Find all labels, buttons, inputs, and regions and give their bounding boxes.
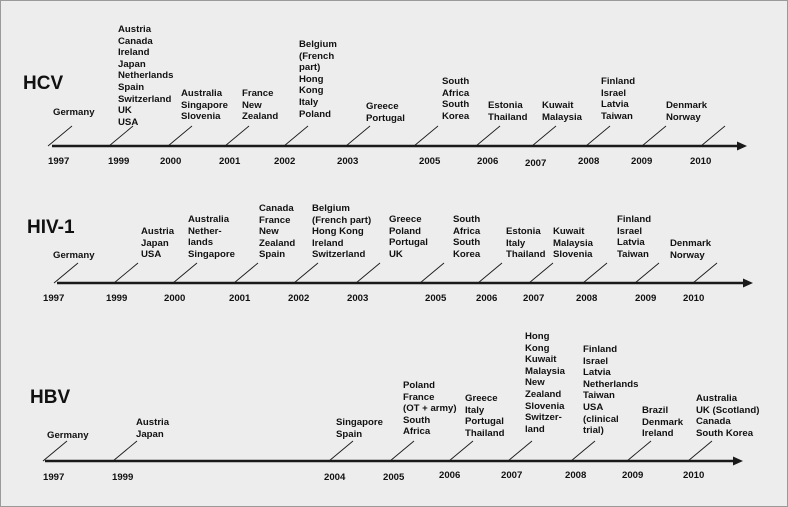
tick-mark — [168, 126, 192, 146]
tick-mark — [529, 263, 553, 283]
year-label: 2001 — [219, 156, 241, 167]
tick-mark — [627, 441, 651, 461]
tick-mark — [701, 126, 725, 146]
tick-mark — [635, 263, 659, 283]
event-countries: Brazil Denmark Ireland — [642, 405, 684, 440]
year-label: 2004 — [324, 472, 346, 483]
event-countries: Singapore Spain — [336, 417, 383, 440]
tick-mark — [390, 441, 414, 461]
year-label: 2006 — [439, 470, 461, 481]
event-countries: Germany — [53, 250, 95, 261]
year-label: 1999 — [106, 293, 128, 304]
axis-hbv — [43, 441, 743, 466]
year-label: 2003 — [347, 293, 369, 304]
axis-arrowhead — [743, 279, 753, 288]
year-label: 2008 — [578, 156, 600, 167]
event-countries: Estonia Italy Thailand — [506, 226, 546, 261]
tick-mark — [414, 126, 438, 146]
tick-mark — [173, 263, 197, 283]
tick-mark — [571, 441, 595, 461]
year-label: 2010 — [690, 156, 712, 167]
year-label: 2002 — [274, 156, 296, 167]
tick-mark — [693, 263, 717, 283]
axis-arrowhead — [733, 457, 743, 466]
tick-mark — [508, 441, 532, 461]
axis-arrowhead — [737, 142, 747, 151]
year-label: 2001 — [229, 293, 251, 304]
event-countries: Greece Portugal — [366, 101, 405, 124]
tick-mark — [688, 441, 712, 461]
tick-mark — [284, 126, 308, 146]
event-countries: Austria Canada Ireland Japan Netherlands Spain Switzerland UK USA — [118, 24, 174, 128]
event-countries: France New Zealand — [242, 88, 279, 123]
event-countries: Austria Japan — [136, 417, 170, 440]
year-label: 2005 — [419, 156, 441, 167]
tick-mark — [114, 263, 138, 283]
event-countries: Greece Italy Portugal Thailand — [465, 393, 505, 439]
event-countries: Poland France (OT + army) South Africa — [403, 380, 457, 438]
event-countries: South Africa South Korea — [453, 214, 481, 260]
tick-mark — [583, 263, 607, 283]
event-countries: Kuwait Malaysia Slovenia — [553, 226, 594, 261]
tick-mark — [109, 126, 133, 146]
year-label: 2009 — [631, 156, 653, 167]
axis-hiv1 — [54, 263, 753, 288]
tick-mark — [54, 263, 78, 283]
event-countries: Australia UK (Scotland) Canada South Korea — [696, 393, 760, 439]
event-countries: Finland Israel Latvia Netherlands Taiwan USA (clinical trial) — [583, 344, 639, 437]
year-label: 2007 — [523, 293, 545, 304]
event-countries: Belgium (French part) Hong Kong Ireland Switzerland — [312, 203, 372, 261]
tick-mark — [329, 441, 353, 461]
tick-mark — [346, 126, 370, 146]
year-label: 2008 — [565, 470, 587, 481]
event-countries: Finland Israel Latvia Taiwan — [617, 214, 652, 260]
event-countries: Denmark Norway — [666, 100, 708, 123]
year-label: 1997 — [43, 293, 65, 304]
year-label: 2008 — [576, 293, 598, 304]
tick-mark — [356, 263, 380, 283]
year-label: 2000 — [160, 156, 182, 167]
tick-mark — [642, 126, 666, 146]
year-label: 2006 — [476, 293, 498, 304]
event-countries: Estonia Thailand — [488, 100, 528, 123]
tick-mark — [113, 441, 137, 461]
timeline-title: HIV-1 — [27, 217, 75, 238]
tick-mark — [43, 441, 67, 461]
tick-mark — [532, 126, 556, 146]
tick-mark — [476, 126, 500, 146]
year-label: 2007 — [525, 158, 547, 169]
year-label: 2010 — [683, 470, 705, 481]
event-countries: Australia Nether- lands Singapore — [188, 214, 235, 260]
timeline-title: HBV — [30, 387, 71, 408]
event-countries: South Africa South Korea — [442, 76, 470, 122]
year-label: 1999 — [112, 472, 134, 483]
year-label: 2003 — [337, 156, 359, 167]
event-countries: Germany — [53, 107, 95, 118]
tick-mark — [449, 441, 473, 461]
tick-mark — [294, 263, 318, 283]
year-label: 2010 — [683, 293, 705, 304]
event-countries: Kuwait Malaysia — [542, 100, 583, 123]
tick-mark — [234, 263, 258, 283]
year-label: 2009 — [622, 470, 644, 481]
year-label: 2009 — [635, 293, 657, 304]
tick-mark — [586, 126, 610, 146]
event-countries: Belgium (French part) Hong Kong Italy Poland — [299, 39, 337, 120]
year-label: 2005 — [383, 472, 405, 483]
event-countries: Austria Japan USA — [141, 226, 175, 261]
event-countries: Canada France New Zealand Spain — [259, 203, 296, 261]
event-countries: Australia Singapore Slovenia — [181, 88, 228, 123]
event-countries: Greece Poland Portugal UK — [389, 214, 428, 260]
timeline-title: HCV — [23, 73, 64, 94]
tick-mark — [225, 126, 249, 146]
axis-hcv — [48, 126, 747, 151]
year-label: 1997 — [43, 472, 65, 483]
year-label: 2002 — [288, 293, 310, 304]
year-label: 2007 — [501, 470, 523, 481]
year-label: 1997 — [48, 156, 70, 167]
year-label: 2005 — [425, 293, 447, 304]
event-countries: Finland Israel Latvia Taiwan — [601, 76, 636, 122]
event-countries: Denmark Norway — [670, 238, 712, 261]
year-label: 2006 — [477, 156, 499, 167]
event-countries: Germany — [47, 430, 89, 441]
year-label: 1999 — [108, 156, 130, 167]
tick-mark — [48, 126, 72, 146]
tick-mark — [478, 263, 502, 283]
tick-mark — [420, 263, 444, 283]
year-label: 2000 — [164, 293, 186, 304]
event-countries: Hong Kong Kuwait Malaysia New Zealand Slovenia Switzer- land — [525, 331, 566, 435]
